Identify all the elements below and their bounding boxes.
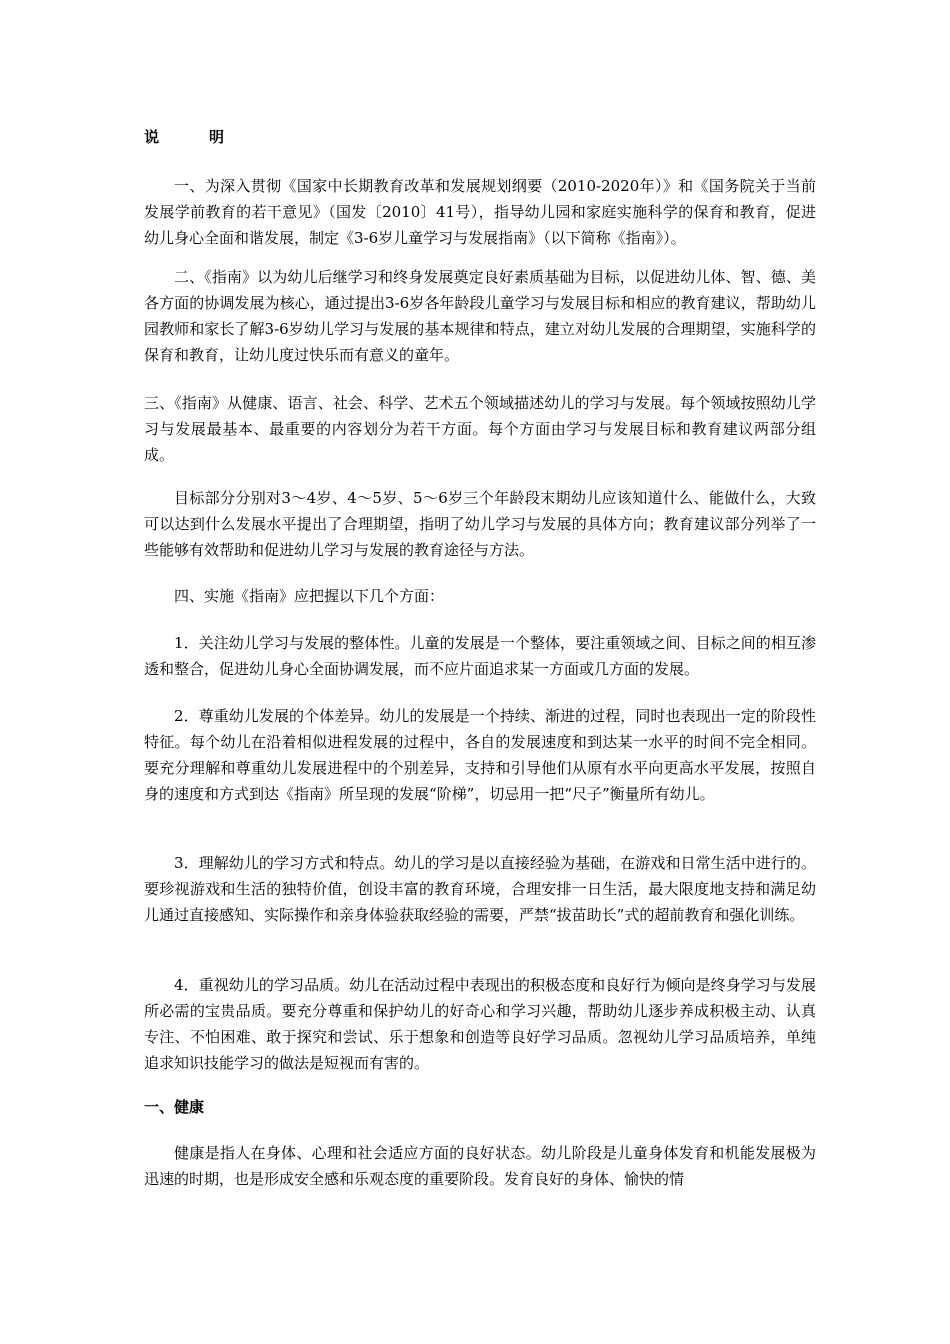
paragraph-purpose: 一、为深入贯彻《国家中长期教育改革和发展规划纲要（2010-2020年）》和《国务院关于当前发展学前教育的若干意见》（国发〔2010〕41号），指导幼儿园和家庭实施科学的保育和教育，促进幼儿身心全面和谐发展，制定《3-6岁儿童学习与发展指南》（以下简称《指南》）。 bbox=[144, 177, 816, 247]
paragraph-health: 健康是指人在身体、心理和社会适应方面的良好状态。幼儿阶段是儿童身体发育和机能发展极为迅速的时期，也是形成安全感和乐观态度的重要阶段。发育良好的身体、愉快的情 bbox=[144, 1144, 816, 1188]
paragraph-point-2: 2．尊重幼儿发展的个体差异。幼儿的发展是一个持续、渐进的过程，同时也表现出一定的阶段性特征。每个幼儿在沿着相似进程发展的过程中，各自的发展速度和到达某一水平的时间不完全相同。要充分理解和尊重幼儿发展进程中的个别差异，支持和引导他们从原有水平向更高水平发展，按照自身的速度和方式到达《指南》所呈现的发展“阶梯”，切忌用一把“尺子”衡量所有幼儿。 bbox=[144, 707, 816, 803]
title-char-1: 说 bbox=[144, 128, 160, 146]
paragraph-point-1: 1．关注幼儿学习与发展的整体性。儿童的发展是一个整体，要注重领域之间、目标之间的相互渗透和整合，促进幼儿身心全面协调发展，而不应片面追求某一方面或几方面的发展。 bbox=[144, 634, 816, 678]
title-char-2: 明 bbox=[209, 128, 225, 146]
paragraph-implementation-intro: 四、实施《指南》应把握以下几个方面： bbox=[174, 587, 445, 605]
paragraph-targets: 目标部分分别对3～4岁、4～5岁、5～6岁三个年龄段末期幼儿应该知道什么、能做什么，大致可以达到什么发展水平提出了合理期望，指明了幼儿学习与发展的具体方向；教育建议部分列举了一些能够有效帮助和促进幼儿学习与发展的教育途径与方法。 bbox=[144, 489, 816, 559]
paragraph-domains: 三、《指南》从健康、语言、社会、科学、艺术五个领域描述幼儿的学习与发展。每个领域按照幼儿学习与发展最基本、最重要的内容划分为若干方面。每个方面由学习与发展目标和教育建议两部分组成。 bbox=[144, 394, 816, 464]
document-page bbox=[144, 0, 824, 1344]
paragraph-point-4: 4．重视幼儿的学习品质。幼儿在活动过程中表现出的积极态度和良好行为倾向是终身学习与发展所必需的宝贵品质。要充分尊重和保护幼儿的好奇心和学习兴趣，帮助幼儿逐步养成积极主动、认真专注、不怕困难、敢于探究和尝试、乐于想象和创造等良好学习品质。忽视幼儿学习品质培养，单纯追求知识技能学习的做法是短视而有害的。 bbox=[144, 976, 816, 1072]
paragraph-goal: 二、《指南》以为幼儿后继学习和终身发展奠定良好素质基础为目标，以促进幼儿体、智、德、美各方面的协调发展为核心，通过提出3-6岁各年龄段儿童学习与发展目标和相应的教育建议，帮助幼儿园教师和家长了解3-6岁幼儿学习与发展的基本规律和特点，建立对幼儿发展的合理期望，实施科学的保育和教育，让幼儿度过快乐而有意义的童年。 bbox=[144, 268, 816, 364]
section-heading-health: 一、健康 bbox=[144, 1098, 205, 1116]
paragraph-point-3: 3．理解幼儿的学习方式和特点。幼儿的学习是以直接经验为基础，在游戏和日常生活中进行的。要珍视游戏和生活的独特价值，创设丰富的教育环境，合理安排一日生活，最大限度地支持和满足幼儿通过直接感知、实际操作和亲身体验获取经验的需要，严禁“拔苗助长”式的超前教育和强化训练。 bbox=[144, 854, 816, 924]
document-title bbox=[144, 127, 224, 147]
